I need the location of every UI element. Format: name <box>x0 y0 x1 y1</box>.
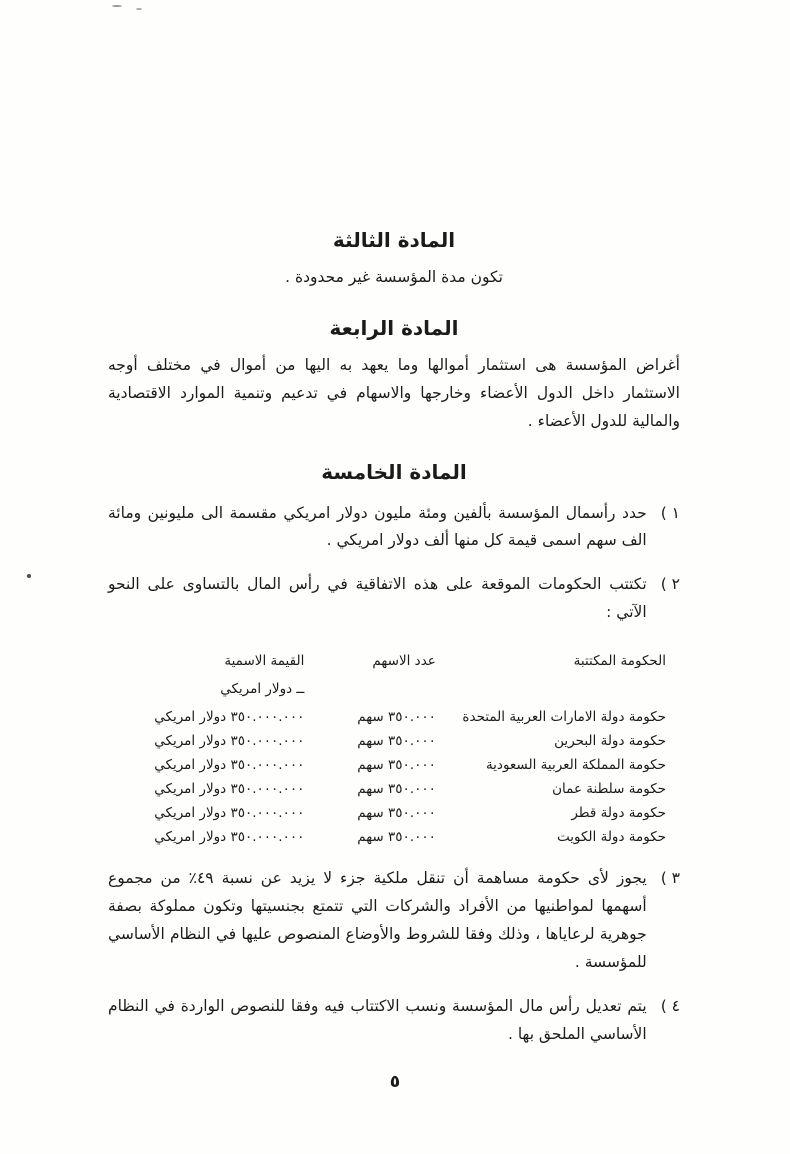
clause-3 <box>108 865 680 977</box>
table-row <box>120 777 668 801</box>
government-cell: حكومة دولة البحرين <box>554 733 666 750</box>
article-5-title: المادة الخامسة <box>321 459 467 484</box>
value-cell: ٣٥٠.٠٠٠.٠٠٠ دولار امريكي <box>154 757 305 774</box>
shares-cell: ٣٥٠.٠٠٠ سهم <box>357 709 436 726</box>
clause-1-text: حدد رأسمال المؤسسة بألفين ومئة مليون دولار امريكي مقسمة الى مليونين ومائة الف سهم اسمى قيمة كل منها ألف دولار امريكي . <box>108 503 647 550</box>
document-content <box>108 228 680 1062</box>
shares-cell: ٣٥٠.٠٠٠ سهم <box>357 805 436 822</box>
unit-label: ــ دولار امريكي <box>220 681 305 698</box>
clause-4-text: يتم تعديل رأس مال المؤسسة ونسب الاكتتاب فيه وفقا للنصوص الواردة في النظام الأساسي الملحق بها . <box>108 996 647 1043</box>
shares-cell: ٣٥٠.٠٠٠ سهم <box>357 829 436 846</box>
header-nominal-value: القيمة الاسمية <box>224 653 305 670</box>
clause-1-number: ١ ) <box>660 503 680 522</box>
article-3-title: المادة الثالثة <box>332 228 456 252</box>
clause-2-number: ٢ ) <box>660 575 680 594</box>
value-cell: ٣٥٠.٠٠٠.٠٠٠ دولار امريكي <box>154 733 305 750</box>
table-row <box>120 801 668 825</box>
table-row <box>120 729 668 753</box>
clause-2-text: تكتتب الحكومات الموقعة على هذه الاتفاقية في رأس المال بالتساوى على النحو الآتي : <box>108 575 647 622</box>
value-cell: ٣٥٠.٠٠٠.٠٠٠ دولار امريكي <box>154 805 305 822</box>
scan-speck <box>112 5 122 7</box>
government-cell: حكومة دولة الامارات العربية المتحدة <box>462 709 666 726</box>
clause-2 <box>108 571 680 627</box>
value-cell: ٣٥٠.٠٠٠.٠٠٠ دولار امريكي <box>154 781 305 798</box>
subscription-table <box>120 649 668 849</box>
clause-4-number: ٤ ) <box>660 996 680 1015</box>
header-government: الحكومة المكتتبة <box>573 653 666 670</box>
table-row <box>120 753 668 777</box>
clause-1 <box>108 500 680 556</box>
government-cell: حكومة سلطنة عمان <box>552 781 666 798</box>
shares-cell: ٣٥٠.٠٠٠ سهم <box>357 733 436 750</box>
government-cell: حكومة دولة الكويت <box>556 829 666 846</box>
header-shares: عدد الاسهم <box>372 653 436 670</box>
value-cell: ٣٥٠.٠٠٠.٠٠٠ دولار امريكي <box>154 709 305 726</box>
page-number: ٥ <box>389 1072 401 1092</box>
article-4-title: المادة الرابعة <box>329 315 459 340</box>
table-header-row <box>120 649 668 677</box>
government-cell: حكومة دولة قطر <box>571 805 666 822</box>
article-3-paragraph: تكون مدة المؤسسة غير محدودة . <box>285 268 503 286</box>
shares-cell: ٣٥٠.٠٠٠ سهم <box>357 757 436 774</box>
clause-3-text: يجوز لأى حكومة مساهمة أن تنقل ملكية جزء لا يزيد عن نسبة ٤٩٪ من مجموع أسهمها لمواطنيها من الأفراد والشركات التي تتمتع بجنسيتها وتكون مملوكة بصفة جوهرية لرعاياها ، وذلك وفقا للشروط والأوضاع المنصوص عليها في النظام الأساسي للمؤسسة . <box>108 869 647 971</box>
value-cell: ٣٥٠.٠٠٠.٠٠٠ دولار امريكي <box>154 829 305 846</box>
scan-speck <box>27 574 31 578</box>
clause-4 <box>108 993 680 1049</box>
table-row <box>120 705 668 729</box>
government-cell: حكومة المملكة العربية السعودية <box>485 757 666 774</box>
scan-speck <box>136 8 142 10</box>
clause-3-number: ٣ ) <box>660 869 680 888</box>
table-unit-row <box>120 677 668 705</box>
table-row <box>120 825 668 849</box>
shares-cell: ٣٥٠.٠٠٠ سهم <box>357 781 436 798</box>
article-4-paragraph: أغراض المؤسسة هى استثمار أموالها وما يعهد به اليها من أموال في مختلف أوجه الاستثمار داخل الدول الأعضاء وخارجها والاسهام في تدعيم وتنمية الموارد الاقتصادية والمالية للدول الأعضاء . <box>108 355 680 430</box>
